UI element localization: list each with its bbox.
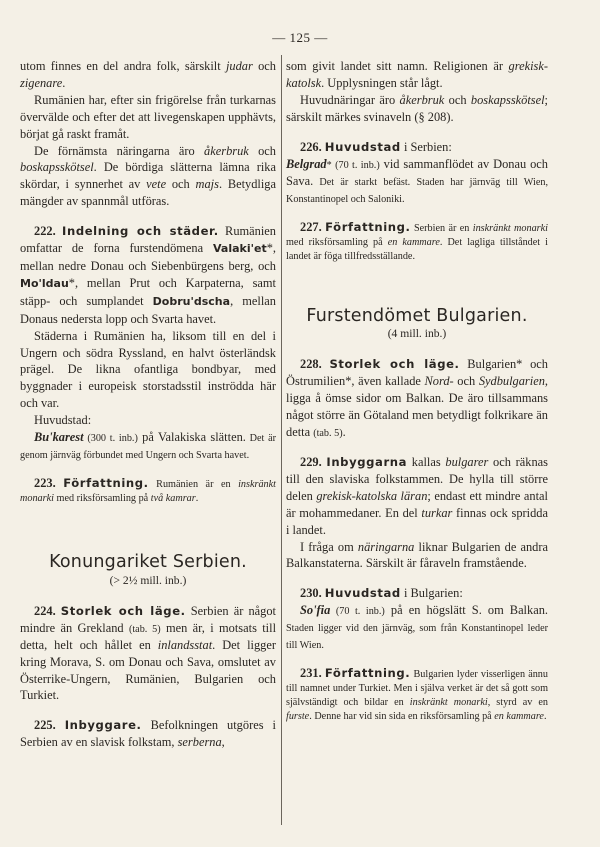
paragraph-intro: utom finnes en del andra folk, särskilt judar och zigenare. bbox=[20, 59, 276, 90]
right-column bbox=[286, 58, 548, 724]
paragraph-bulgaria-industries: I fråga om näringarna liknar Bulgarien de andra Balkanstaterna. Särskilt är fåraveln framstående. bbox=[286, 539, 548, 571]
section-229: 229. Inbyggarna kallas bulgarer och räknas till den slaviska folkstammen. De hylla till större delen grekisk-katolska läran; endast ett mindre antal är mohammedaner. En del turkar finnas ock spridda i landet. bbox=[286, 454, 548, 537]
capital-sofia: So'fia (70 t. inb.) på en högslätt S. om Balkan. Staden ligger vid den järnväg, som från Konstantinopel leder till Wien. bbox=[286, 603, 548, 652]
paragraph-industries: De förnämsta näringarna äro åkerbruk och boskapsskötsel. De bördiga slätterna lämna rika skördar, i synnerhet av vete och majs. Betydliga mängder av spannmål utföras. bbox=[20, 143, 276, 209]
section-subtitle-serbia: (> 2½ mill. inb.) bbox=[109, 573, 187, 587]
capital-belgrade: Belgrad* (70 t. inb.) vid sammanflödet av Donau och Sava. Det är starkt befäst. Staden har järnväg till Wien, Konstantinopel och Saloniki. bbox=[286, 156, 548, 205]
left-column bbox=[20, 58, 276, 751]
section-title-serbia: Konungariket Serbien. bbox=[49, 552, 247, 573]
capital-label: Huvudstad: bbox=[34, 413, 92, 428]
section-228: 228. Storlek och läge. Bulgarien* och Östrumilien*, även kallade Nord- och Sydbulgarien, ligga å ömse sidor om Balkan. De äro tillsammans något större än Götaland men betydligt folkrikare än detta (tab. 5). bbox=[286, 357, 548, 439]
section-222: 222. Indelning och städer. Rumänien omfattar de forna furstendömena Valaki'et*, mellan nedre Donau och Siebenbürgens berg, och Mo'ldau*, mellan Prut och Karpaterna, samt stäpp- och sumplandet Dobru'dscha, mellan Donaus nedersta lopp och Svarta havet. bbox=[20, 224, 276, 326]
paragraph-main-industries: Huvudnäringar äro åkerbruk och boskapsskötsel; särskilt märkes svinaveln (§ 208). bbox=[286, 92, 548, 124]
section-227: 227. Författning. Serbien är en inskränkt monarki med riksförsamling på en kammare. Det lagliga tillståndet i landet är föga tillfredsställande. bbox=[286, 219, 549, 262]
column-divider bbox=[281, 55, 282, 825]
section-230: 230. Huvudstad i Bulgarien: bbox=[300, 586, 463, 601]
section-title-bulgaria: Furstendömet Bulgarien. bbox=[306, 305, 528, 326]
section-subtitle-bulgaria: (4 mill. inb.) bbox=[387, 327, 447, 341]
section-226: 226. Huvudstad i Serbien: bbox=[300, 139, 452, 154]
paragraph-progress: Rumänien har, efter sin frigörelse från turkarnas övervälde och efter det att livegenskapen upphävts, börjat gå raskt framåt. bbox=[20, 92, 276, 141]
section-225: 225. Inbyggare. Befolkningen utgöres i Serbien av en slavisk folkstam, serberna, bbox=[20, 718, 276, 750]
section-223: 223. Författning. Rumänien är en inskränkt monarki med riksförsamling på två kamrar. bbox=[20, 476, 276, 505]
paragraph-cities: Städerna i Rumänien ha, liksom till en del i Ungern och södra Ryssland, en halvt österländsk prägel. De likna ofantliga bondbyar, med byggnader i europeisk storstadsstil inströdda här och var. bbox=[20, 328, 276, 411]
paragraph-religion: som givit landet sitt namn. Religionen är grekisk-katolsk. Upplysningen står lågt. bbox=[286, 59, 548, 90]
capital-bucharest: Bu'karest (300 t. inb.) på Valakiska slätten. Det är genom järnväg förbundet med Ungern och Svarta havet. bbox=[20, 430, 276, 462]
section-231: 231. Författning. Bulgarien lyder visserligen ännu till namnet under Turkiet. Men i själva verket är det så gott som självständigt och bildar en inskränkt monarki, styrd av en furste. Denne har vid sin sida en riksförsamling på en kammare. bbox=[286, 666, 548, 723]
page-number: — 125 — bbox=[272, 30, 328, 45]
section-224: 224. Storlek och läge. Serbien är något mindre än Grekland (tab. 5) men är, i motsats till detta, helt och hållet en inlandsstat. Det ligger kring Morava, S. om Donau och Sava, omslutet av Österrike-Ungern, Rumänien, Bulgarien och Turkiet. bbox=[20, 603, 277, 703]
